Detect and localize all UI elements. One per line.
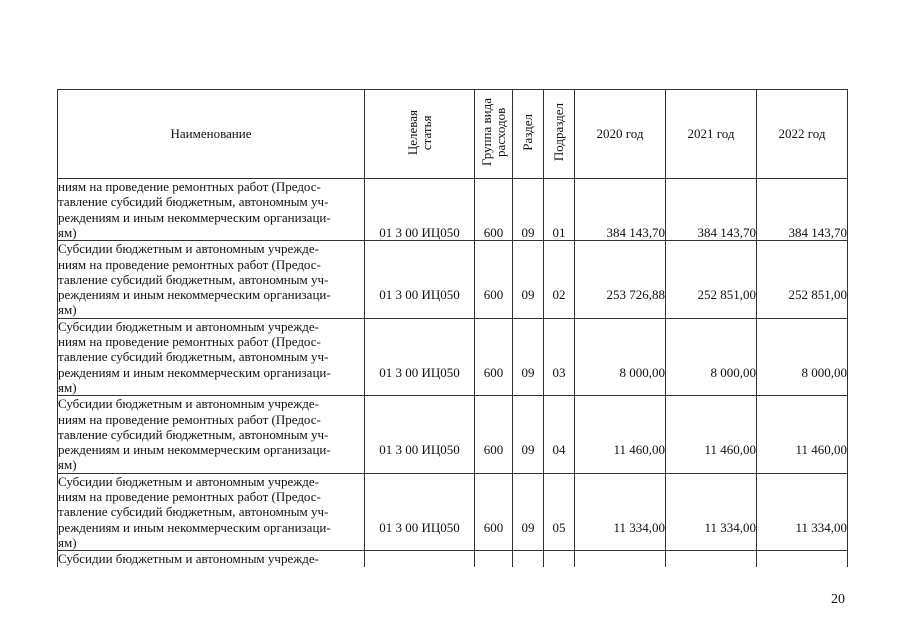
row-name: Субсидии бюджетным и автономным учрежде- — [58, 551, 365, 567]
table-header-row — [58, 90, 848, 179]
row-subsection: 02 — [544, 241, 575, 318]
header-subsection: Подраздел — [544, 90, 575, 179]
row-2021: 252 851,00 — [666, 241, 757, 318]
budget-table — [57, 89, 848, 567]
row-target-article: 01 3 00 ИЦ050 — [365, 396, 475, 473]
row-expense-group: 600 — [475, 241, 513, 318]
page-number: 20 — [831, 592, 845, 607]
row-subsection — [544, 551, 575, 567]
row-2020: 11 460,00 — [575, 396, 666, 473]
row-section — [513, 551, 544, 567]
row-expense-group: 600 — [475, 318, 513, 395]
row-section: 09 — [513, 241, 544, 318]
row-2020: 11 334,00 — [575, 473, 666, 550]
row-2021 — [666, 551, 757, 567]
header-2022: 2022 год — [757, 90, 848, 179]
header-name: Наименование — [58, 90, 365, 179]
table-row — [58, 396, 848, 473]
row-2022 — [757, 551, 848, 567]
row-2020 — [575, 551, 666, 567]
row-2020: 253 726,88 — [575, 241, 666, 318]
header-section: Раздел — [513, 90, 544, 179]
table-row — [58, 318, 848, 395]
header-2021: 2021 год — [666, 90, 757, 179]
row-target-article: 01 3 00 ИЦ050 — [365, 179, 475, 241]
row-name: Субсидии бюджетным и автономным учрежде- ниям на проведение ремонтных работ (Предос- тавление субсидий бюджетным, автономным уч- реждениям и иным некоммерческим организаци- ям) — [58, 473, 365, 550]
row-2021: 11 460,00 — [666, 396, 757, 473]
header-expense-group: Группа вида расходов — [475, 90, 513, 179]
row-expense-group: 600 — [475, 473, 513, 550]
row-expense-group: 600 — [475, 179, 513, 241]
row-subsection: 01 — [544, 179, 575, 241]
row-target-article: 01 3 00 ИЦ050 — [365, 318, 475, 395]
row-subsection: 05 — [544, 473, 575, 550]
row-target-article: 01 3 00 ИЦ050 — [365, 241, 475, 318]
row-name: Субсидии бюджетным и автономным учрежде- ниям на проведение ремонтных работ (Предос- тавление субсидий бюджетным, автономным уч- реждениям и иным некоммерческим организаци- ям) — [58, 318, 365, 395]
row-section: 09 — [513, 473, 544, 550]
row-2022: 11 460,00 — [757, 396, 848, 473]
header-2020: 2020 год — [575, 90, 666, 179]
row-section: 09 — [513, 396, 544, 473]
row-subsection: 04 — [544, 396, 575, 473]
row-2020: 384 143,70 — [575, 179, 666, 241]
table-row-partial — [58, 551, 848, 567]
table-row — [58, 179, 848, 241]
row-section: 09 — [513, 318, 544, 395]
row-name: Субсидии бюджетным и автономным учрежде- ниям на проведение ремонтных работ (Предос- тавление субсидий бюджетным, автономным уч- реждениям и иным некоммерческим организаци- ям) — [58, 241, 365, 318]
row-2022: 11 334,00 — [757, 473, 848, 550]
row-2021: 384 143,70 — [666, 179, 757, 241]
row-2022: 384 143,70 — [757, 179, 848, 241]
row-target-article — [365, 551, 475, 567]
row-subsection: 03 — [544, 318, 575, 395]
row-expense-group: 600 — [475, 396, 513, 473]
row-section: 09 — [513, 179, 544, 241]
row-2020: 8 000,00 — [575, 318, 666, 395]
row-name: ниям на проведение ремонтных работ (Предос- тавление субсидий бюджетным, автономным уч- реждениям и иным некоммерческим организаци- ям) — [58, 179, 365, 241]
row-2022: 8 000,00 — [757, 318, 848, 395]
row-2021: 8 000,00 — [666, 318, 757, 395]
row-expense-group — [475, 551, 513, 567]
header-target-article: Целевая статья — [365, 90, 475, 179]
row-2022: 252 851,00 — [757, 241, 848, 318]
row-name: Субсидии бюджетным и автономным учрежде- ниям на проведение ремонтных работ (Предос- тавление субсидий бюджетным, автономным уч- реждениям и иным некоммерческим организаци- ям) — [58, 396, 365, 473]
table-row — [58, 241, 848, 318]
row-2021: 11 334,00 — [666, 473, 757, 550]
table-row — [58, 473, 848, 550]
row-target-article: 01 3 00 ИЦ050 — [365, 473, 475, 550]
